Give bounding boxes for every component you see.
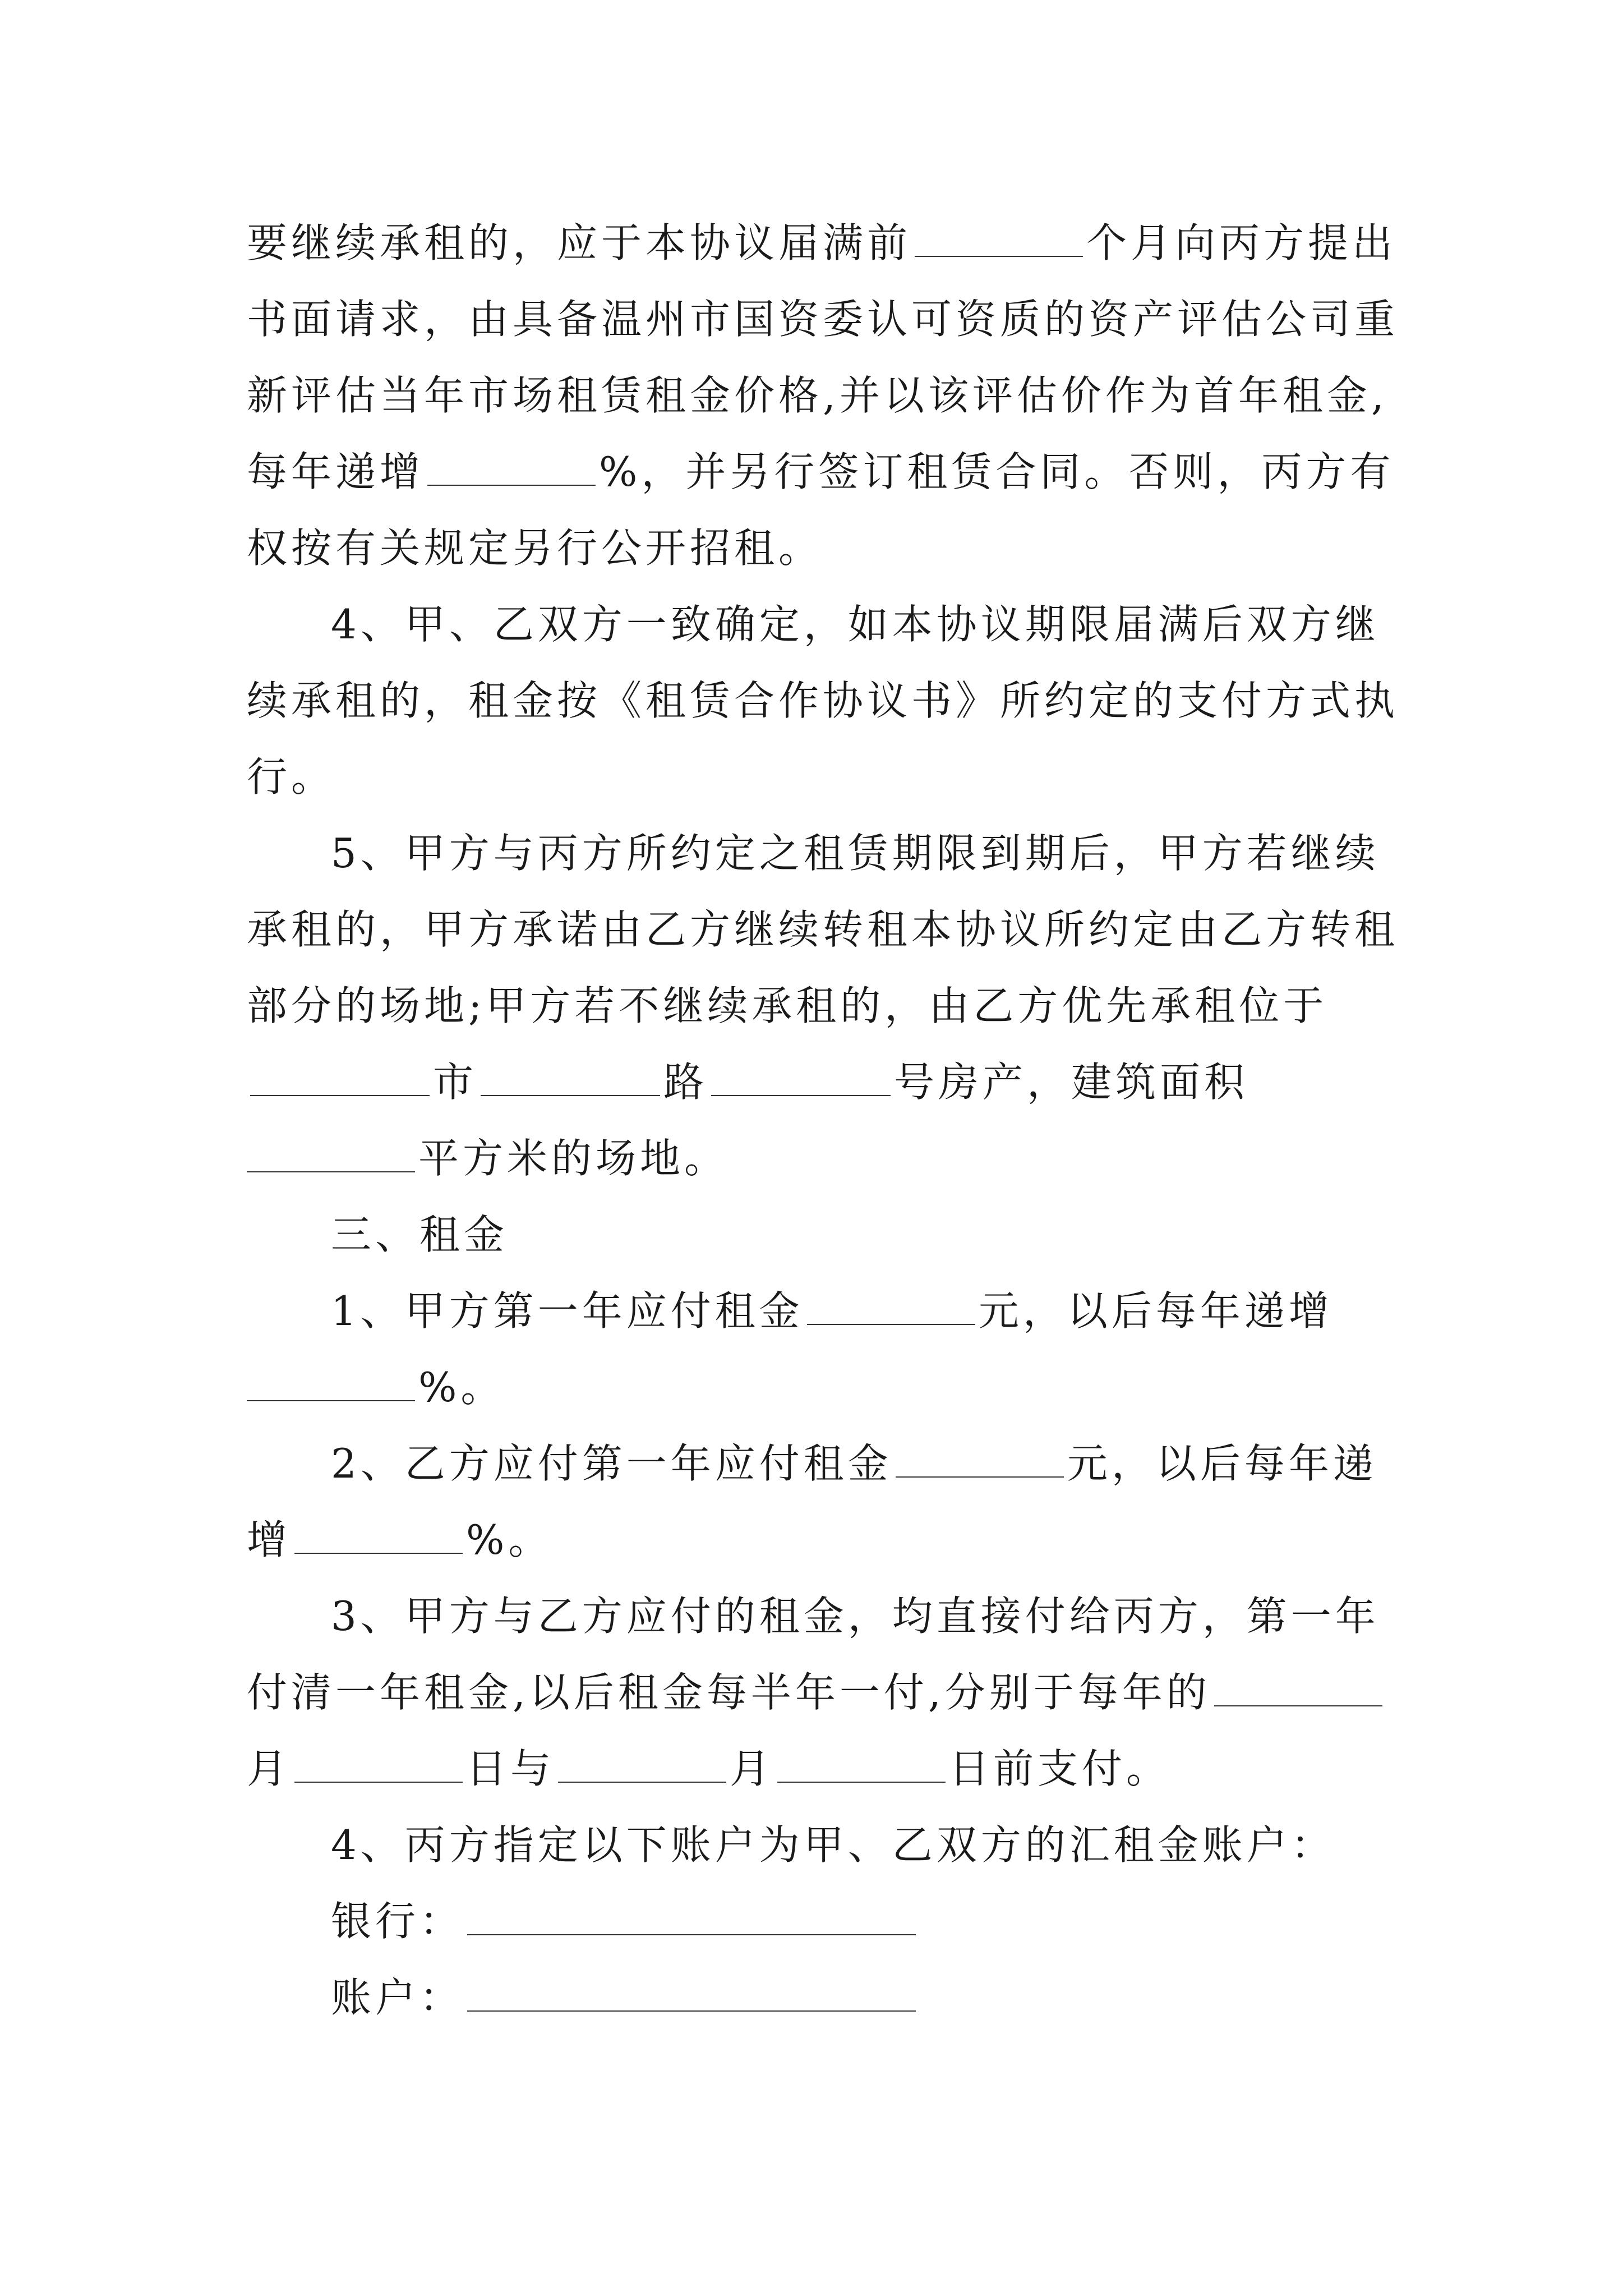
text-segment: 平方米的场地。 — [418, 1135, 729, 1182]
text-line — [247, 205, 1397, 281]
text-segment: 个月向丙方提出 — [1086, 219, 1397, 266]
fill-blank[interactable] — [807, 1323, 975, 1325]
account-blank[interactable] — [467, 2010, 916, 2012]
text-line — [247, 1502, 1385, 1578]
text-segment: %。 — [418, 1364, 505, 1411]
fill-blank[interactable] — [427, 484, 596, 486]
text-segment: 增 — [247, 1516, 292, 1563]
text-line — [247, 434, 1395, 510]
text-segment: 月 — [730, 1745, 774, 1792]
fill-blank[interactable] — [250, 1094, 430, 1096]
text-line: 行。 — [247, 753, 336, 800]
fill-blank[interactable] — [481, 1094, 660, 1096]
fill-blank[interactable] — [247, 1171, 415, 1172]
text-segment: %。 — [466, 1516, 553, 1563]
text-segment: 要继续承租的，应于本协议届满前 — [247, 219, 912, 266]
text-line: 5、甲方与丙方所约定之租赁期限到期后，甲方若继续 — [331, 830, 1380, 877]
text-line — [247, 1120, 1385, 1197]
text-line — [247, 1731, 1385, 1807]
account-label: 账户： — [331, 1974, 464, 2021]
text-segment: 日与 — [466, 1745, 555, 1792]
text-segment: 每年递增 — [247, 448, 425, 495]
bank-line — [331, 1883, 1385, 1959]
text-line: 承租的，甲方承诺由乙方继续转租本协议所约定由乙方转租 — [247, 906, 1399, 953]
text-segment: 日前支付。 — [949, 1745, 1171, 1792]
text-line: 4、甲、乙双方一致确定，如本协议期限届满后双方继 — [331, 601, 1380, 648]
text-line: 书面请求，由具备温州市国资委认可资质的资产评估公司重 — [247, 296, 1399, 343]
fill-blank[interactable] — [294, 1552, 463, 1554]
text-segment: 月 — [247, 1745, 292, 1792]
text-line — [331, 1273, 1385, 1349]
text-segment: %，并另行签订租赁合同。否则，丙方有 — [599, 448, 1395, 495]
text-line: 4、丙方指定以下账户为甲、乙双方的汇租金账户： — [331, 1821, 1335, 1869]
text-line — [247, 1349, 1385, 1425]
text-line: 权按有关规定另行公开招租。 — [247, 524, 823, 572]
text-segment: 元，以后每年递 — [1067, 1440, 1377, 1487]
text-line: 续承租的，租金按《租赁合作协议书》所约定的支付方式执 — [247, 677, 1399, 724]
account-line — [331, 1959, 1385, 2036]
text-line: 3、甲方与乙方应付的租金，均直接付给丙方，第一年 — [331, 1593, 1380, 1640]
text-line: 新评估当年市场租赁租金价格,并以该评估价作为首年租金, — [247, 372, 1388, 419]
text-line — [331, 1425, 1385, 1502]
text-segment: 元，以后每年递增 — [978, 1287, 1333, 1335]
fill-blank[interactable] — [247, 1400, 415, 1401]
text-segment: 付清一年租金,以后租金每半年一付,分别于每年的 — [247, 1669, 1211, 1716]
fill-blank[interactable] — [711, 1094, 891, 1096]
bank-blank[interactable] — [467, 1934, 916, 1935]
fill-blank[interactable] — [294, 1781, 463, 1783]
section-heading: 三、租金 — [331, 1211, 509, 1258]
fill-blank[interactable] — [1214, 1705, 1382, 1706]
text-line — [247, 1044, 1385, 1120]
fill-blank[interactable] — [896, 1476, 1064, 1478]
text-line — [247, 1654, 1385, 1731]
fill-blank[interactable] — [777, 1781, 946, 1783]
text-line: 部分的场地;甲方若不继续承租的，由乙方优先承租位于 — [247, 982, 1328, 1029]
text-segment: 号房产，建筑面积 — [894, 1059, 1249, 1106]
text-segment: 路 — [663, 1059, 708, 1106]
text-segment: 1、甲方第一年应付租金 — [331, 1287, 804, 1335]
fill-blank[interactable] — [558, 1781, 726, 1783]
text-segment: 市 — [433, 1059, 478, 1106]
fill-blank[interactable] — [915, 255, 1083, 257]
text-segment: 2、乙方应付第一年应付租金 — [331, 1440, 892, 1487]
bank-label: 银行： — [331, 1898, 464, 1945]
